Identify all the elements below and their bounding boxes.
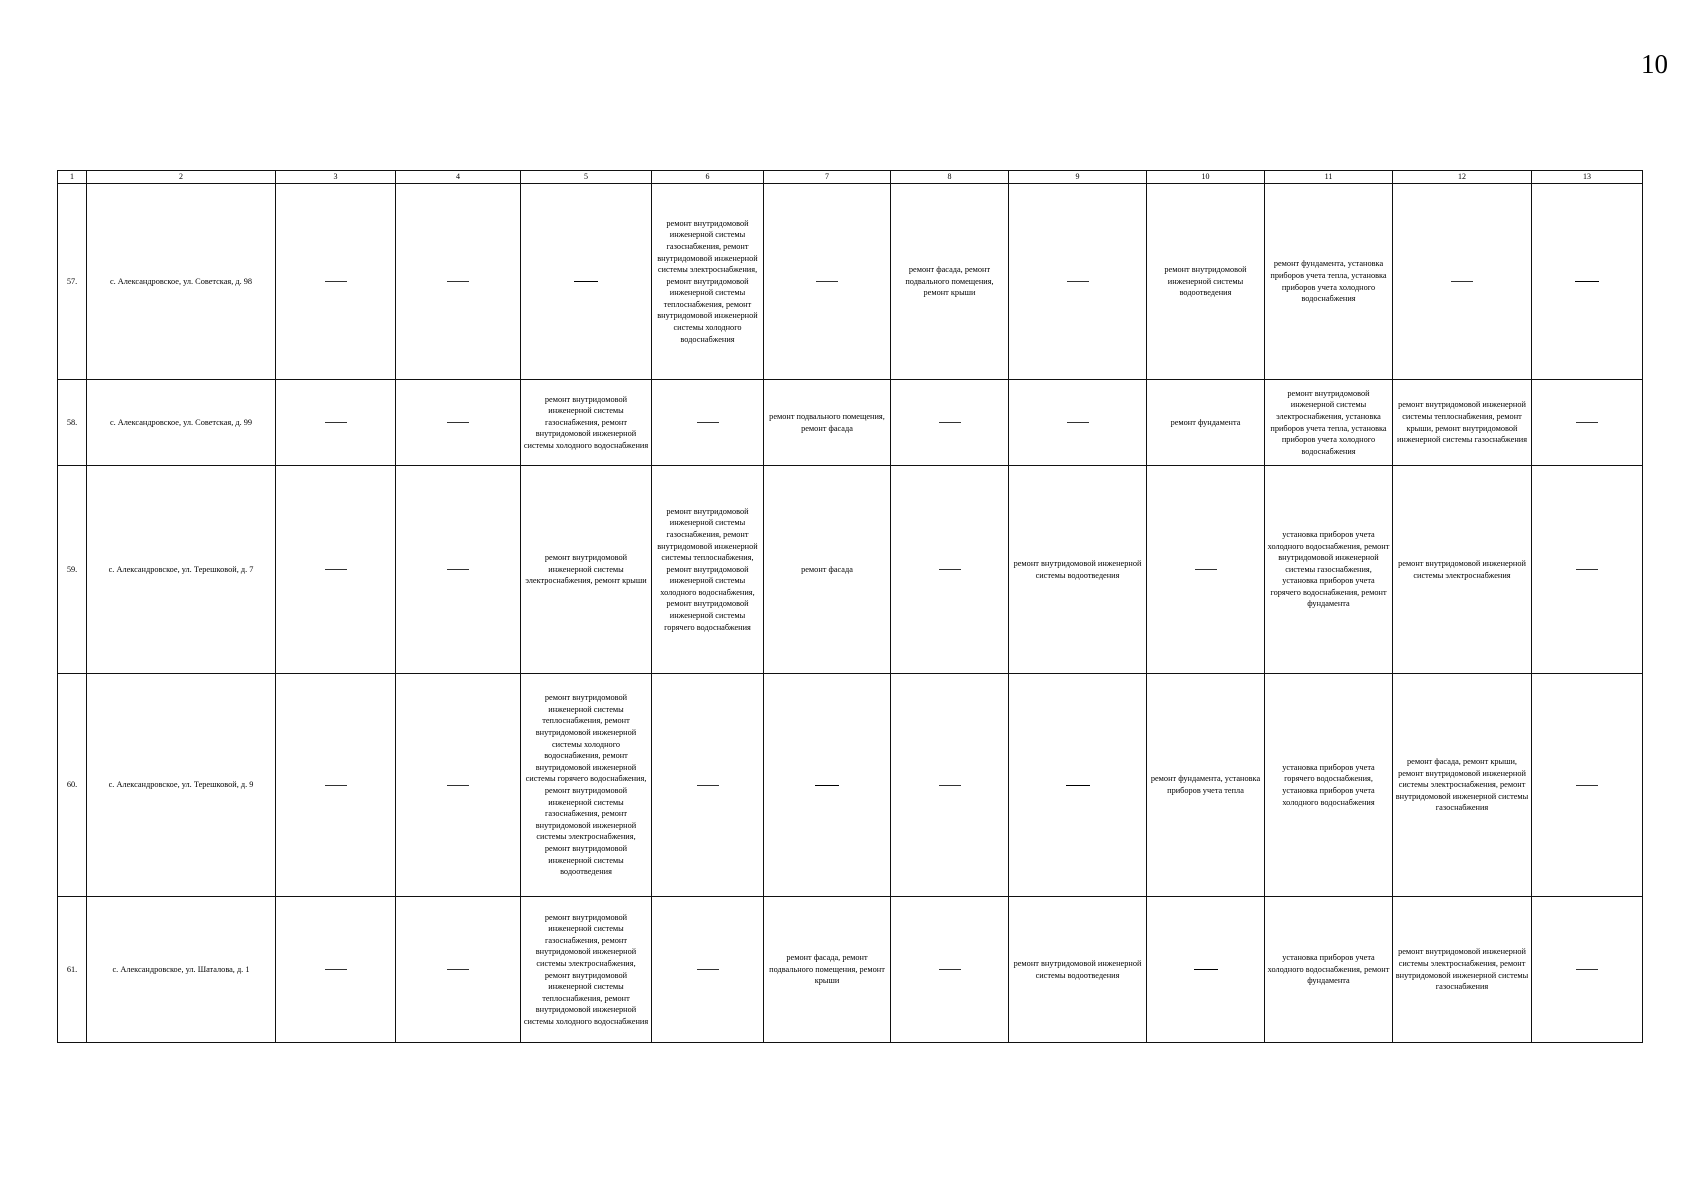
work-cell: ремонт внутридомовой инженерной системы электроснабжения, ремонт крыши	[521, 466, 652, 674]
dash-mark	[939, 969, 961, 970]
column-header: 12	[1393, 171, 1532, 184]
repair-schedule-table	[57, 170, 1643, 1043]
dash-mark	[939, 422, 961, 423]
work-cell: ремонт фундамента, установка приборов учета тепла, установка приборов учета холодного водоснабжения	[1265, 184, 1393, 380]
column-header: 3	[276, 171, 396, 184]
empty-dash	[521, 184, 652, 380]
column-header: 8	[891, 171, 1009, 184]
work-cell: ремонт внутридомовой инженерной системы газоснабжения, ремонт внутридомовой инженерной системы холодного водоснабжения	[521, 380, 652, 466]
work-cell: установка приборов учета горячего водоснабжения, установка приборов учета холодного водоснабжения	[1265, 674, 1393, 897]
empty-dash	[276, 466, 396, 674]
empty-dash	[1532, 380, 1643, 466]
work-cell: установка приборов учета холодного водоснабжения, ремонт внутридомовой инженерной системы газоснабжения, установка приборов учета горячего водоснабжения, ремонт фундамента	[1265, 466, 1393, 674]
empty-dash	[1393, 184, 1532, 380]
work-cell: ремонт фасада, ремонт подвального помещения, ремонт крыши	[764, 897, 891, 1043]
column-header: 1	[58, 171, 87, 184]
dash-mark	[325, 569, 347, 570]
address-cell: с. Александровское, ул. Советская, д. 98	[87, 184, 276, 380]
empty-dash	[1147, 897, 1265, 1043]
work-cell: ремонт фасада, ремонт подвального помещения, ремонт крыши	[891, 184, 1009, 380]
table-row	[58, 674, 1643, 897]
empty-dash	[891, 674, 1009, 897]
work-cell: ремонт внутридомовой инженерной системы электроснабжения, установка приборов учета тепла, установка приборов учета холодного водоснабжения	[1265, 380, 1393, 466]
empty-dash	[652, 674, 764, 897]
row-number: 59.	[58, 466, 87, 674]
work-cell: ремонт фасада	[764, 466, 891, 674]
empty-dash	[1009, 380, 1147, 466]
dash-mark	[1195, 569, 1217, 570]
column-header: 4	[396, 171, 521, 184]
dash-mark	[697, 785, 719, 786]
address-cell: с. Александровское, ул. Советская, д. 99	[87, 380, 276, 466]
empty-dash	[764, 184, 891, 380]
empty-dash	[276, 897, 396, 1043]
empty-dash	[396, 897, 521, 1043]
dash-mark	[325, 422, 347, 423]
dash-mark	[447, 969, 469, 970]
work-cell: ремонт внутридомовой инженерной системы газоснабжения, ремонт внутридомовой инженерной системы теплоснабжения, ремонт внутридомовой инженерной системы холодного водоснабжения, ремонт внутридомовой инженерной системы горячего водоснабжения	[652, 466, 764, 674]
empty-dash	[396, 466, 521, 674]
table-row	[58, 466, 1643, 674]
work-cell: ремонт внутридомовой инженерной системы газоснабжения, ремонт внутридомовой инженерной системы электроснабжения, ремонт внутридомовой инженерной системы теплоснабжения, ремонт внутридомовой инженерной системы холодного водоснабжения	[652, 184, 764, 380]
dash-mark	[1576, 569, 1598, 570]
dash-mark	[1575, 281, 1599, 282]
dash-mark	[325, 785, 347, 786]
page-number: 10	[1641, 49, 1668, 79]
column-number-row	[58, 171, 1643, 184]
dash-mark	[1576, 422, 1598, 423]
work-cell: ремонт внутридомовой инженерной системы электроснабжения	[1393, 466, 1532, 674]
empty-dash	[276, 380, 396, 466]
empty-dash	[1532, 466, 1643, 674]
column-header: 7	[764, 171, 891, 184]
empty-dash	[396, 674, 521, 897]
empty-dash	[1009, 674, 1147, 897]
empty-dash	[891, 897, 1009, 1043]
dash-mark	[697, 422, 719, 423]
column-header: 5	[521, 171, 652, 184]
work-cell: ремонт внутридомовой инженерной системы электроснабжения, ремонт внутридомовой инженерной системы газоснабжения	[1393, 897, 1532, 1043]
work-cell: ремонт внутридомовой инженерной системы водоотведения	[1009, 466, 1147, 674]
address-cell: с. Александровское, ул. Терешковой, д. 9	[87, 674, 276, 897]
empty-dash	[764, 674, 891, 897]
dash-mark	[325, 969, 347, 970]
address-cell: с. Александровское, ул. Шаталова, д. 1	[87, 897, 276, 1043]
empty-dash	[276, 184, 396, 380]
column-header: 10	[1147, 171, 1265, 184]
dash-mark	[447, 281, 469, 282]
dash-mark	[574, 281, 598, 282]
work-cell: установка приборов учета холодного водоснабжения, ремонт фундамента	[1265, 897, 1393, 1043]
dash-mark	[1451, 281, 1473, 282]
row-number: 61.	[58, 897, 87, 1043]
dash-mark	[1576, 785, 1598, 786]
table-row	[58, 184, 1643, 380]
column-header: 2	[87, 171, 276, 184]
empty-dash	[1532, 897, 1643, 1043]
row-number: 58.	[58, 380, 87, 466]
work-cell: ремонт внутридомовой инженерной системы газоснабжения, ремонт внутридомовой инженерной системы электроснабжения, ремонт внутридомовой инженерной системы теплоснабжения, ремонт внутридомовой инженерной системы холодного водоснабжения	[521, 897, 652, 1043]
dash-mark	[1067, 281, 1089, 282]
column-header: 11	[1265, 171, 1393, 184]
work-cell: ремонт подвального помещения, ремонт фасада	[764, 380, 891, 466]
empty-dash	[652, 897, 764, 1043]
column-header: 9	[1009, 171, 1147, 184]
empty-dash	[1009, 184, 1147, 380]
dash-mark	[325, 281, 347, 282]
work-cell: ремонт внутридомовой инженерной системы теплоснабжения, ремонт крыши, ремонт внутридомовой инженерной системы газоснабжения	[1393, 380, 1532, 466]
dash-mark	[697, 969, 719, 970]
work-cell: ремонт внутридомовой инженерной системы теплоснабжения, ремонт внутридомовой инженерной системы холодного водоснабжения, ремонт внутридомовой инженерной системы горячего водоснабжения, ремонт внутридомовой инженерной системы газоснабжения, ремонт внутридомовой инженерной системы электроснабжения, ремонт внутридомовой инженерной системы водоотведения	[521, 674, 652, 897]
dash-mark	[1067, 422, 1089, 423]
empty-dash	[1532, 674, 1643, 897]
dash-mark	[939, 785, 961, 786]
dash-mark	[816, 281, 838, 282]
empty-dash	[891, 466, 1009, 674]
empty-dash	[1532, 184, 1643, 380]
empty-dash	[396, 184, 521, 380]
empty-dash	[652, 380, 764, 466]
dash-mark	[1066, 785, 1090, 786]
work-cell: ремонт фундамента, установка приборов учета тепла	[1147, 674, 1265, 897]
dash-mark	[1194, 969, 1218, 970]
dash-mark	[1576, 969, 1598, 970]
empty-dash	[396, 380, 521, 466]
row-number: 57.	[58, 184, 87, 380]
empty-dash	[1147, 466, 1265, 674]
work-cell: ремонт внутридомовой инженерной системы водоотведения	[1147, 184, 1265, 380]
dash-mark	[447, 785, 469, 786]
table-row	[58, 897, 1643, 1043]
dash-mark	[447, 422, 469, 423]
column-header: 13	[1532, 171, 1643, 184]
table-row	[58, 380, 1643, 466]
empty-dash	[891, 380, 1009, 466]
work-cell: ремонт внутридомовой инженерной системы водоотведения	[1009, 897, 1147, 1043]
dash-mark	[939, 569, 961, 570]
work-cell: ремонт фундамента	[1147, 380, 1265, 466]
dash-mark	[815, 785, 839, 786]
work-cell: ремонт фасада, ремонт крыши, ремонт внутридомовой инженерной системы электроснабжения, ремонт внутридомовой инженерной системы газоснабжения	[1393, 674, 1532, 897]
column-header: 6	[652, 171, 764, 184]
empty-dash	[276, 674, 396, 897]
dash-mark	[447, 569, 469, 570]
row-number: 60.	[58, 674, 87, 897]
address-cell: с. Александровское, ул. Терешковой, д. 7	[87, 466, 276, 674]
